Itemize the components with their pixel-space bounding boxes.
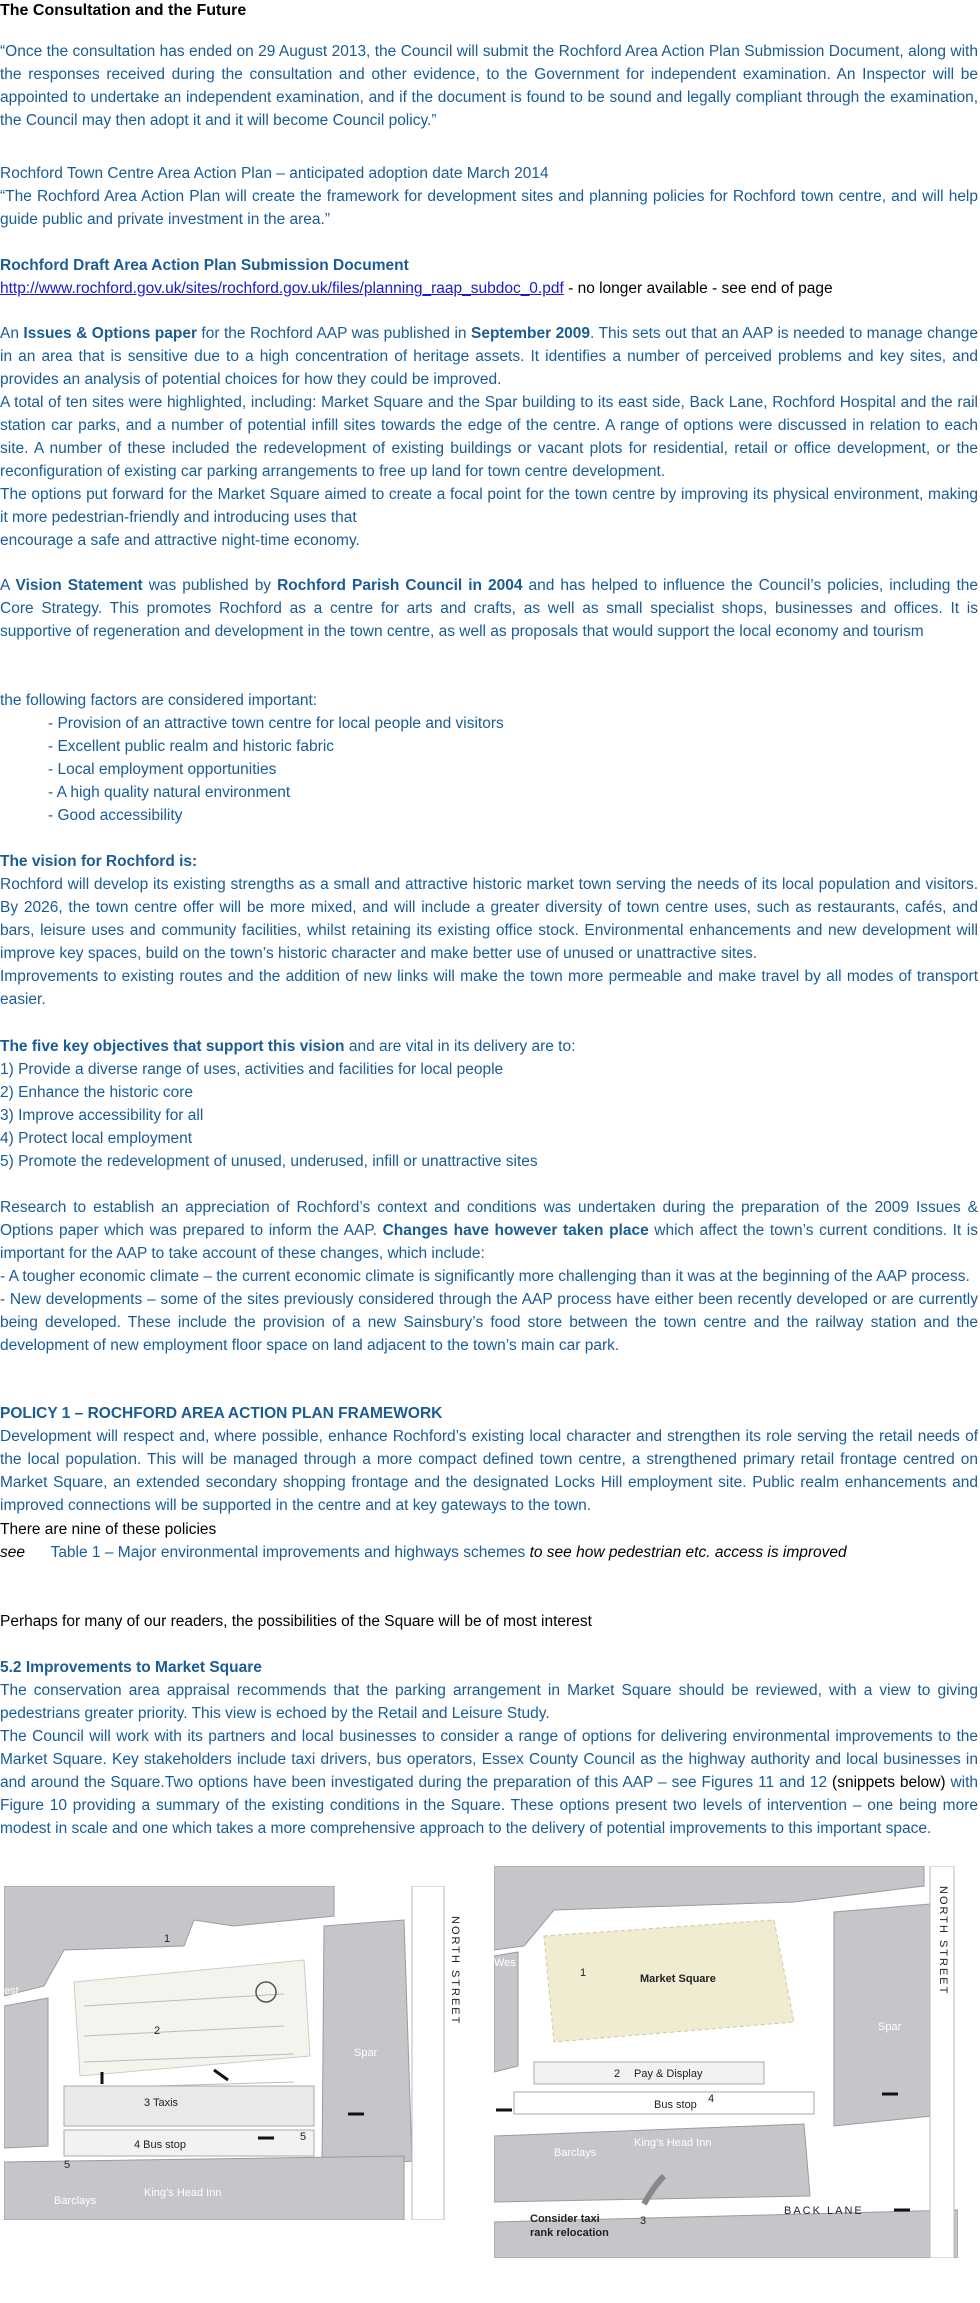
policy-text: Development will respect and, where possible, enhance Rochford’s existing local character and strengthen its role serving the retail needs of the local population. This will be managed through a more compact defined town centre, a strengthened primary retail frontage centred on Market Square, an extended secondary shopping frontage and the designated Locks Hill employment site. Public realm enhancements and improved connections will be supported in the centre and at key gateways to the town. [0,1428,978,1514]
vision-p [0,574,978,643]
figure-11-svg [4,1886,466,2220]
issues-date-highlight: September 2009 [471,325,591,342]
market-p1: The conservation area appraisal recommends that the parking arrangement in Market Square should be reviewed, with a view to giving pedestrians greater priority. This view is echoed by the Retail and Leisure Study. [0,1682,978,1722]
see-rest: to see how pedestrian etc. access is improved [525,1544,847,1561]
vision-p-c: was published by [142,577,278,594]
rochford-vision-heading: The vision for Rochford is: [0,853,198,870]
map-label: King’s Head Inn [144,2187,222,2199]
objectives-heading-rest: and are vital in its delivery are to: [344,1038,576,1055]
parish-council-highlight: Rochford Parish Council in 2004 [277,577,523,594]
map-label: 3 Taxis [144,2097,179,2109]
list-item: - Excellent public realm and historic fabric [48,738,335,755]
page-title: The Consultation and the Future [0,2,247,19]
map-label: Bus stop [654,2099,697,2111]
building-west [4,1998,48,2148]
perhaps-block [0,1610,978,1633]
draft-plan-link-line [0,277,978,300]
objectives-block [0,1035,978,1173]
map-label: 2 [154,2025,161,2037]
issues-p1-c: for the Rochford AAP was published in [196,325,471,342]
map-label: 4 Bus stop [134,2139,186,2151]
draft-plan-link[interactable]: http://www.rochford.gov.uk/sites/rochford.gov.uk/files/planning_raap_subdoc_0.pdf [0,280,564,297]
building-spar [322,1920,412,2170]
policies-note-block [0,1518,978,1564]
issues-p2: A total of ten sites were highlighted, including: Market Square and the Spar building to its east side, Back Lane, Rochford Hospital and the rail station car parks, and a number of potential infill sites towards the edge of the centre. A range of options were discussed in relation to each site. A number of these included the redevelopment of existing buildings or vacant plots for residential, retail or office development, or the reconfiguration of existing car parking arrangements to free up land for town centre development. [0,394,978,480]
nine-policies-text: There are nine of these policies [0,1521,217,1538]
rochford-vision-block [0,850,978,1011]
map-label: 3 [640,2215,647,2227]
vision-statement-block [0,574,978,643]
market-square-heading: 5.2 Improvements to Market Square [0,1659,262,1676]
map-label: 5 [300,2131,307,2143]
map-label: Consider taxi [530,2213,600,2225]
list-item: 1) Provide a diverse range of uses, activities and facilities for local people [0,1061,504,1078]
list-item: 5) Promote the redevelopment of unused, underused, infill or unattractive sites [0,1153,538,1170]
map-label: 4 [708,2093,715,2105]
research-p1 [0,1196,978,1265]
map-label: Barclays [54,2195,97,2207]
map-label: Barclays [554,2147,597,2159]
map-label: Spar [878,2021,902,2033]
issues-p4: encourage a safe and attractive night-time economy. [0,532,360,549]
table-1-link[interactable]: Table 1 – Major environmental improvements and highways schemes [50,1544,526,1561]
research-p2: - A tougher economic climate – the current economic climate is significantly more challenging than it was at the beginning of the AAP process. [0,1268,970,1285]
plan-quote-text: “The Rochford Area Action Plan will create the framework for development sites and planning policies for Rochford town centre, and will help guide public and private investment in the area.” [0,188,978,228]
map-label: 2 [614,2068,621,2080]
draft-plan-note: - no longer available - see end of page [563,280,833,297]
map-label: King’s Head Inn [634,2137,712,2149]
draft-plan-block [0,254,978,300]
map-label: NORTH STREET [449,1916,461,2026]
map-label: Market Square [640,1973,716,1985]
snippets-note: (snippets below) [832,1774,946,1791]
list-item: 3) Improve accessibility for all [0,1107,204,1124]
map-label: 5 [64,2159,71,2171]
taxi-rank [64,2086,314,2126]
figure-12-svg [494,1866,958,2258]
title-block [0,0,978,22]
research-p1-a: Research to establish an appreciation of Rochford’s context and conditions was undertaken during the preparation of the 2009 Issues & Options paper which was prepared to inform the AAP. [0,1199,978,1239]
consultation-quote-text: “Once the consultation has ended on 29 August 2013, the Council will submit the Rochford Area Action Plan Submission Document, along with the responses received during the consultation and other evidence, to the Government for independent examination. An Inspector will be appointed to undertake an independent examination, and if the document is found to be sound and legally compliant through the examination, the Council may then adopt it and it will become Council policy.” [0,43,978,129]
map-label: rank relocation [530,2227,609,2239]
vision-p-e: and has helped to influence the Council’s policies, including the Core Strategy. This promotes Rochford as a centre for arts and crafts, as well as small specialist shops, businesses and offices. It is supportive of regeneration and development in the town centre, as well as proposals that would support the local economy and tourism [0,577,978,640]
objectives-heading-line [0,1035,978,1058]
north-street-road [412,1886,444,2220]
vision-p-a: A [0,577,16,594]
factors-list [0,712,978,827]
issues-p1 [0,322,978,391]
issues-paper-highlight: Issues & Options paper [23,325,197,342]
see-table-line [0,1541,978,1564]
map-label: 1 [164,1933,171,1945]
map-label: Spar [354,2047,378,2059]
bus-stop-area [64,2130,314,2156]
policy-heading: POLICY 1 – ROCHFORD AREA ACTION PLAN FRAMEWORK [0,1405,443,1422]
map-label: Pay & Display [634,2068,703,2080]
issues-options-block [0,322,978,552]
factors-intro: the following factors are considered important: [0,692,318,709]
map-label: Wes [494,1957,516,1969]
see-word: see [0,1544,25,1561]
map-label: BACK LANE [784,2205,864,2217]
factors-block [0,689,978,827]
market-p2 [0,1725,978,1840]
changes-highlight: Changes have however taken place [382,1222,649,1239]
building-west [494,1952,518,2072]
objectives-list [0,1058,978,1173]
list-item: 2) Enhance the historic core [0,1084,193,1101]
plan-date-text: Rochford Town Centre Area Action Plan – anticipated adoption date March 2014 [0,165,549,182]
market-p2-c: with Figure 10 providing a summary of the existing conditions in the Square. These options present two levels of intervention – one being more modest in scale and one which takes a more comprehensive approach to the delivery of potential improvements to this important space. [0,1774,979,1837]
rochford-vision-text: Rochford will develop its existing strengths as a small and attractive historic market town serving the needs of its local population and visitors. By 2026, the town centre offer will be more mixed, and will include a greater diversity of town centre uses, such as restaurants, cafés, and bars, leisure uses and community facilities, whilst retaining its existing office stock. Environmental enhancements and new development will improve key spaces, build on the town’s historic character and make better use of unused or unattractive sites. [0,876,978,962]
research-block [0,1196,978,1357]
issues-p1-a: An [0,325,24,342]
list-item: 4) Protect local employment [0,1130,193,1147]
market-p2-a: The Council will work with its partners and local businesses to consider a range of options for delivering environmental improvements to the Market Square. Key stakeholders include taxi drivers, bus operators, Essex County Council as the highway authority and local businesses in and around the Square.Two options have been investigated during the preparation of this AAP – see Figures 11 and 12 [0,1728,978,1791]
issues-p3: The options put forward for the Market Square aimed to create a focal point for the town centre by improving its physical environment, making it more pedestrian-friendly and introducing uses that [0,486,978,526]
map-label: NORTH STREET [937,1886,949,1996]
consultation-quote [0,40,978,132]
list-item: - Provision of an attractive town centre for local people and visitors [48,715,504,732]
vision-statement-highlight: Vision Statement [15,577,143,594]
market-square-block [0,1656,978,1840]
research-p1-c: which affect the town’s current conditions. It is important for the AAP to take account of these changes, which include: [0,1222,979,1262]
objectives-heading: The five key objectives that support this vision [0,1038,345,1055]
map-label: est [4,1985,19,1997]
perhaps-text: Perhaps for many of our readers, the possibilities of the Square will be of most interest [0,1613,592,1630]
map-label: 1 [580,1967,587,1979]
figure-12-map [494,1866,958,2258]
list-item: - Good accessibility [48,807,183,824]
figure-11-map [4,1886,466,2220]
rochford-vision-text-2: Improvements to existing routes and the addition of new links will make the town more permeable and make travel by all modes of transport easier. [0,968,978,1008]
plan-date-block [0,162,978,231]
list-item: - Local employment opportunities [48,761,277,778]
issues-p1-e: . This sets out that an AAP is needed to manage change in an area that is sensitive due to a high concentration of heritage assets. It identifies a number of perceived problems and key sites, and provides an analysis of potential choices for how they could be improved. [0,325,978,388]
research-p3: - New developments – some of the sites previously considered through the AAP process have either been recently developed or are currently being developed. These include the provision of a new Sainsbury’s food store between the town centre and the railway station and the development of new employment floor space on land adjacent to the town’s main car park. [0,1291,978,1354]
draft-plan-heading: Rochford Draft Area Action Plan Submission Document [0,257,409,274]
policy-block [0,1402,978,1517]
list-item: - A high quality natural environment [48,784,291,801]
